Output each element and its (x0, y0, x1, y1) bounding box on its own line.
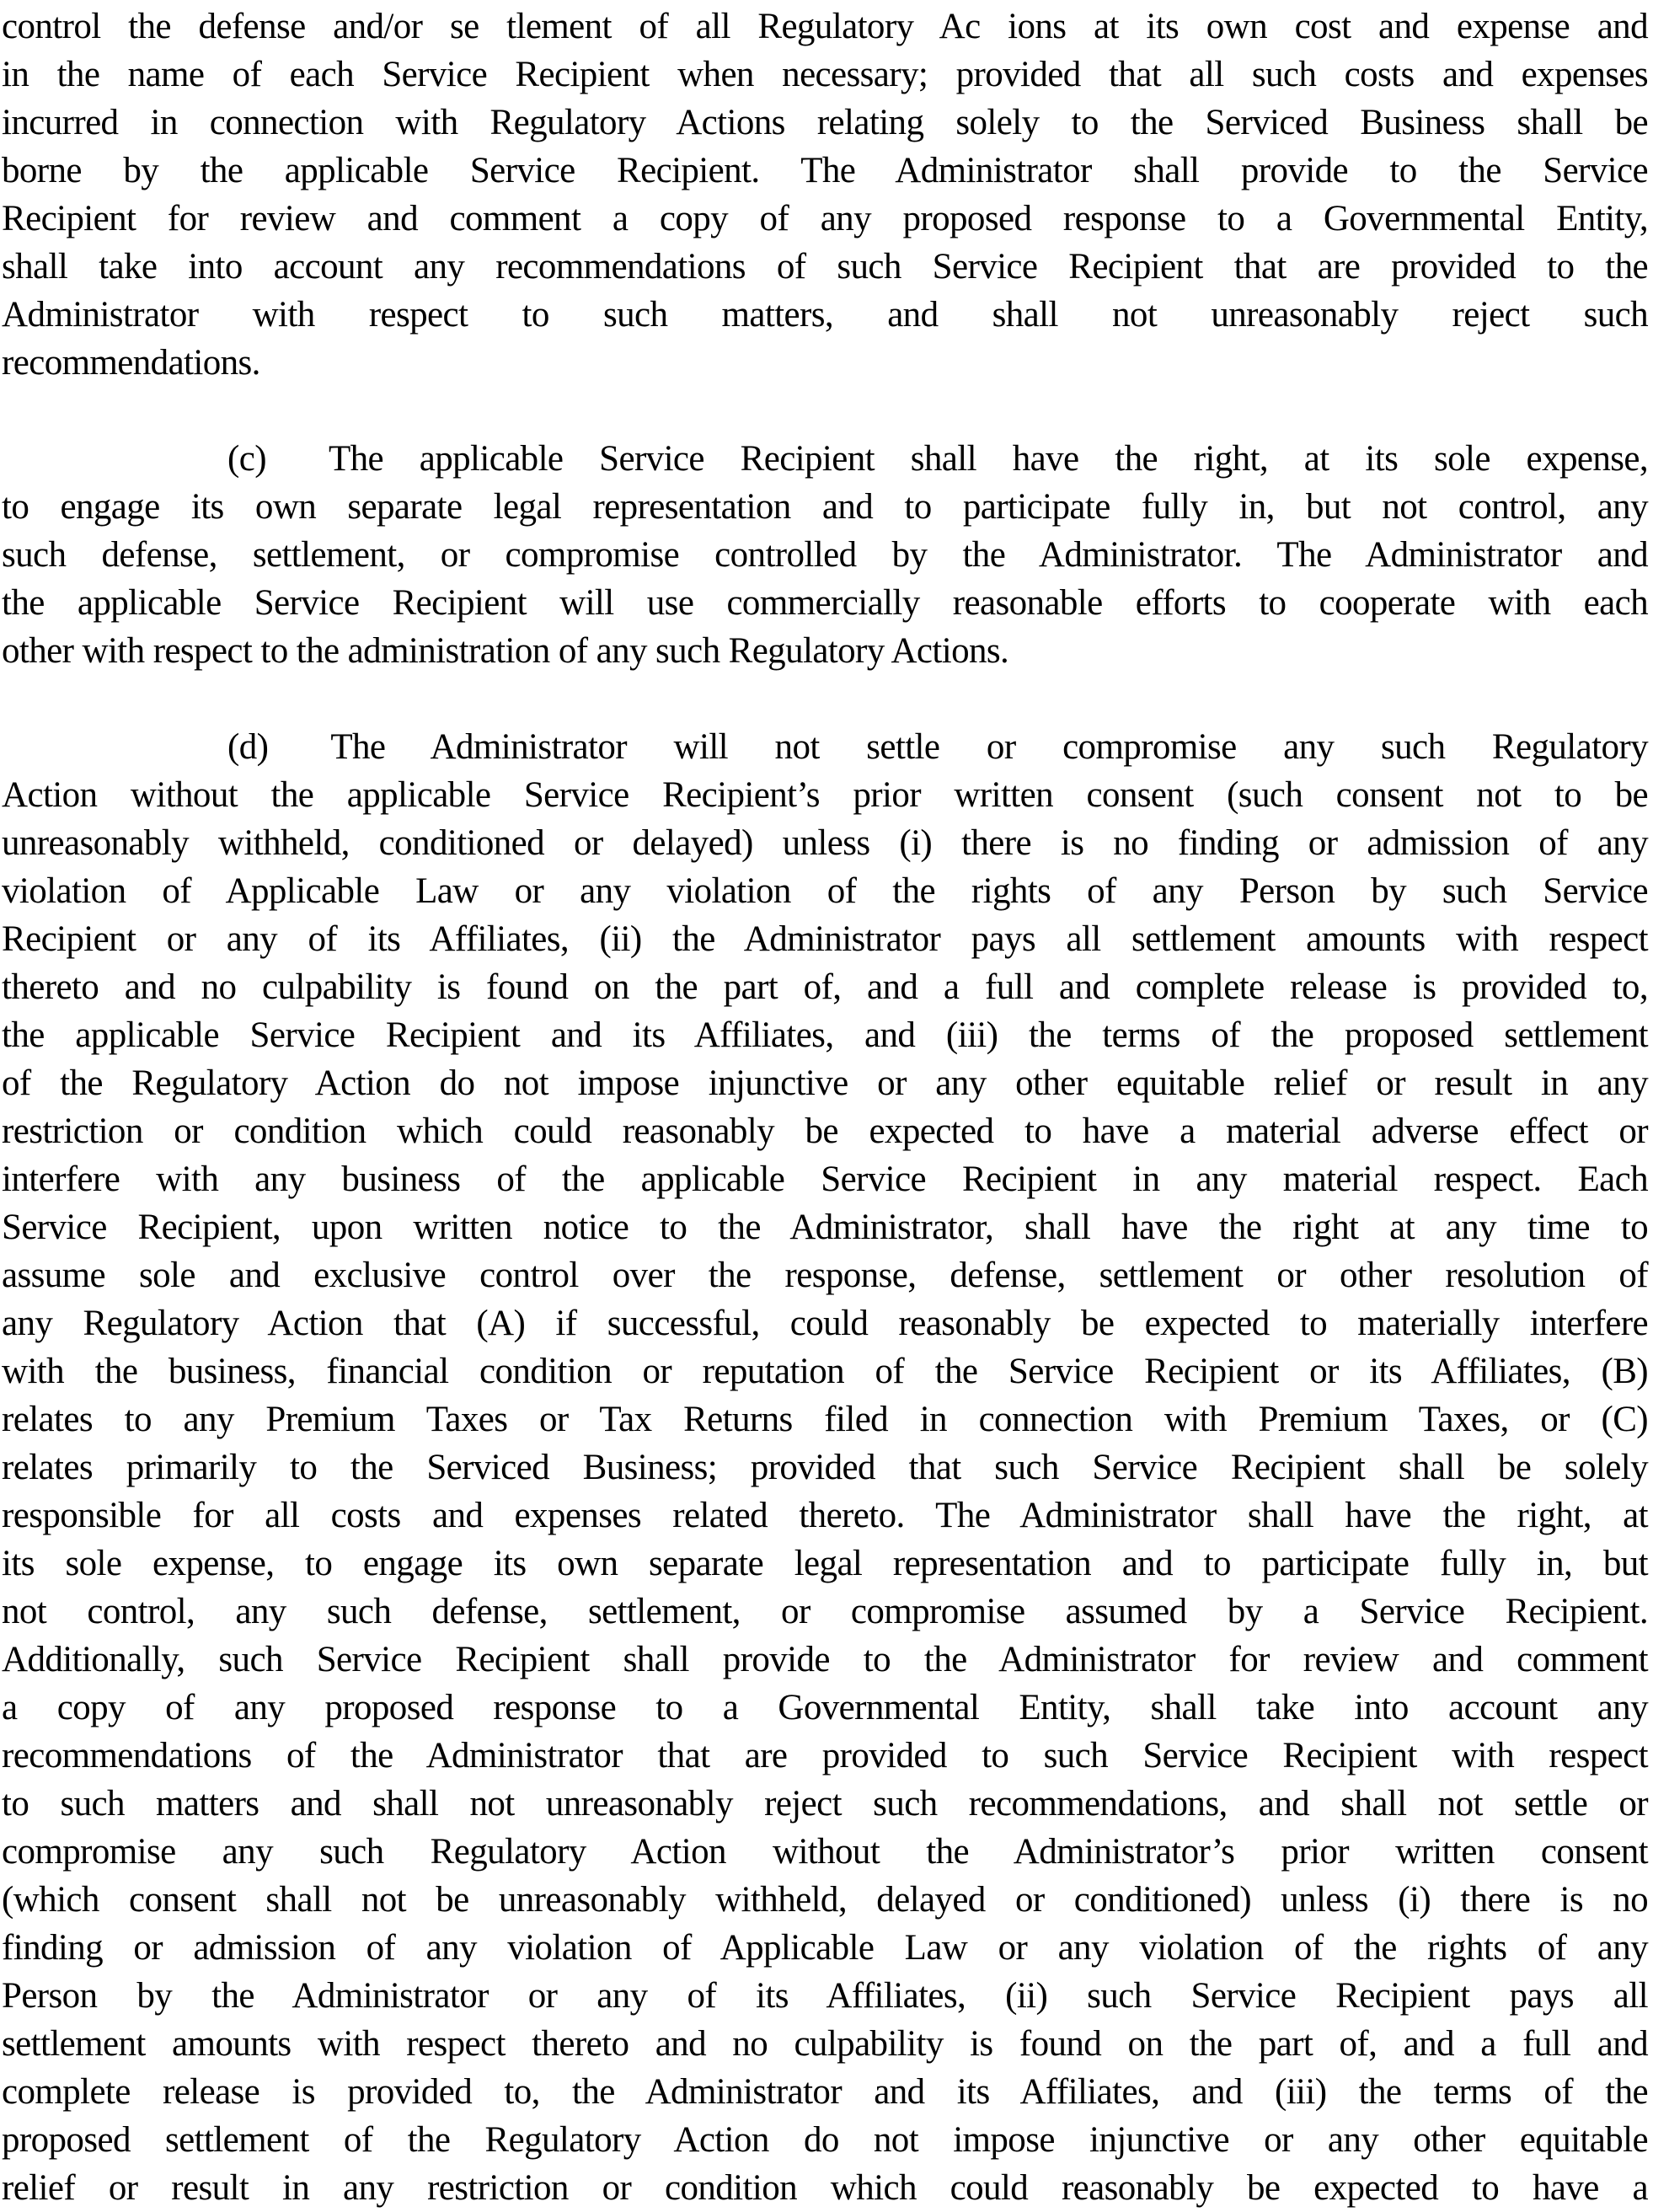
text-line: a copy of any proposed response to a Governmental Entity, shall take into account any (2, 1688, 1648, 1727)
text-line: borne by the applicable Service Recipient. The Administrator shall provide to the Service (2, 151, 1648, 190)
text-line: Recipient for review and comment a copy of any proposed response to a Governmental Entity, (2, 199, 1648, 238)
text-line: in the name of each Service Recipient when necessary; provided that all such costs and expenses (2, 55, 1648, 94)
paragraph-label: (c) (227, 439, 266, 479)
text-line: proposed settlement of the Regulatory Action do not impose injunctive or any other equitable (2, 2120, 1648, 2160)
text-line (2, 723, 1648, 771)
text-line: assume sole and exclusive control over the response, defense, settlement or other resolution of (2, 1256, 1648, 1295)
text-line: settlement amounts with respect thereto and no culpability is found on the part of, and a full and (2, 2024, 1648, 2064)
text-line: interfere with any business of the applicable Service Recipient in any material respect. Each (2, 1160, 1648, 1199)
text-line: relief or result in any restriction or condition which could reasonably be expected to have a (2, 2168, 1648, 2208)
text-line: unreasonably withheld, conditioned or delayed) unless (i) there is no finding or admission of any (2, 823, 1648, 863)
text-line: shall take into account any recommendations of such Service Recipient that are provided to the (2, 247, 1648, 287)
text-line: to such matters and shall not unreasonably reject such recommendations, and shall not settle or (2, 1784, 1648, 1824)
text-line: complete release is provided to, the Administrator and its Affiliates, and (iii) the terms of the (2, 2072, 1648, 2112)
text-line: Recipient or any of its Affiliates, (ii) the Administrator pays all settlement amounts with respect (2, 919, 1648, 959)
text-line: the applicable Service Recipient and its Affiliates, and (iii) the terms of the proposed settlement (2, 1015, 1648, 1055)
text-line: restriction or condition which could reasonably be expected to have a material adverse effect or (2, 1111, 1648, 1151)
text-line: (which consent shall not be unreasonably withheld, delayed or conditioned) unless (i) there is no (2, 1880, 1648, 1920)
text-line: responsible for all costs and expenses related thereto. The Administrator shall have the right, at (2, 1496, 1648, 1535)
text-line: other with respect to the administration of any such Regulatory Actions. (2, 631, 1009, 671)
text-line: Person by the Administrator or any of its Affiliates, (ii) such Service Recipient pays all (2, 1976, 1648, 2016)
text-line: control the defense and/or se tlement of all Regulatory Ac ions at its own cost and expense and (2, 7, 1648, 46)
paragraph (2, 3, 1648, 387)
text-line: violation of Applicable Law or any violation of the rights of any Person by such Service (2, 871, 1648, 911)
text-line: to engage its own separate legal representation and to participate fully in, but not control, any (2, 487, 1648, 527)
text-line: with the business, financial condition or reputation of the Service Recipient or its Affiliates, (B) (2, 1352, 1648, 1391)
text-line: of the Regulatory Action do not impose injunctive or any other equitable relief or result in any (2, 1063, 1648, 1103)
text-line: the applicable Service Recipient will use commercially reasonable efforts to cooperate with each (2, 583, 1648, 623)
text-line: Administrator with respect to such matters, and shall not unreasonably reject such (2, 295, 1648, 335)
text-line: any Regulatory Action that (A) if successful, could reasonably be expected to materially interfere (2, 1304, 1648, 1343)
text-line (2, 435, 1648, 483)
text-line: its sole expense, to engage its own separate legal representation and to participate fully in, but (2, 1544, 1648, 1583)
text-line: recommendations of the Administrator that are provided to such Service Recipient with respect (2, 1736, 1648, 1775)
paragraph (2, 723, 1648, 2212)
text-line: thereto and no culpability is found on the part of, and a full and complete release is provided to, (2, 967, 1648, 1007)
text-line: relates primarily to the Serviced Business; provided that such Service Recipient shall be solely (2, 1448, 1648, 1487)
paragraph (2, 435, 1648, 675)
line-text: The Administrator will not settle or compromise any such Regulatory (330, 727, 1648, 767)
text-line: Additionally, such Service Recipient shall provide to the Administrator for review and comment (2, 1640, 1648, 1679)
text-line: not control, any such defense, settlement, or compromise assumed by a Service Recipient. (2, 1592, 1648, 1631)
text-line: recommendations. (2, 343, 260, 383)
text-line: Action without the applicable Service Recipient’s prior written consent (such consent not to be (2, 775, 1648, 815)
text-line: such defense, settlement, or compromise controlled by the Administrator. The Administrator and (2, 535, 1648, 575)
text-line: finding or admission of any violation of Applicable Law or any violation of the rights of any (2, 1928, 1648, 1968)
text-line: Service Recipient, upon written notice to the Administrator, shall have the right at any time to (2, 1208, 1648, 1247)
line-text: The applicable Service Recipient shall have the right, at its sole expense, (328, 439, 1648, 479)
paragraph-label: (d) (227, 727, 269, 767)
text-line: relates to any Premium Taxes or Tax Returns filed in connection with Premium Taxes, or (C) (2, 1400, 1648, 1439)
text-line: compromise any such Regulatory Action without the Administrator’s prior written consent (2, 1832, 1648, 1872)
text-line: incurred in connection with Regulatory Actions relating solely to the Serviced Business shall be (2, 103, 1648, 142)
